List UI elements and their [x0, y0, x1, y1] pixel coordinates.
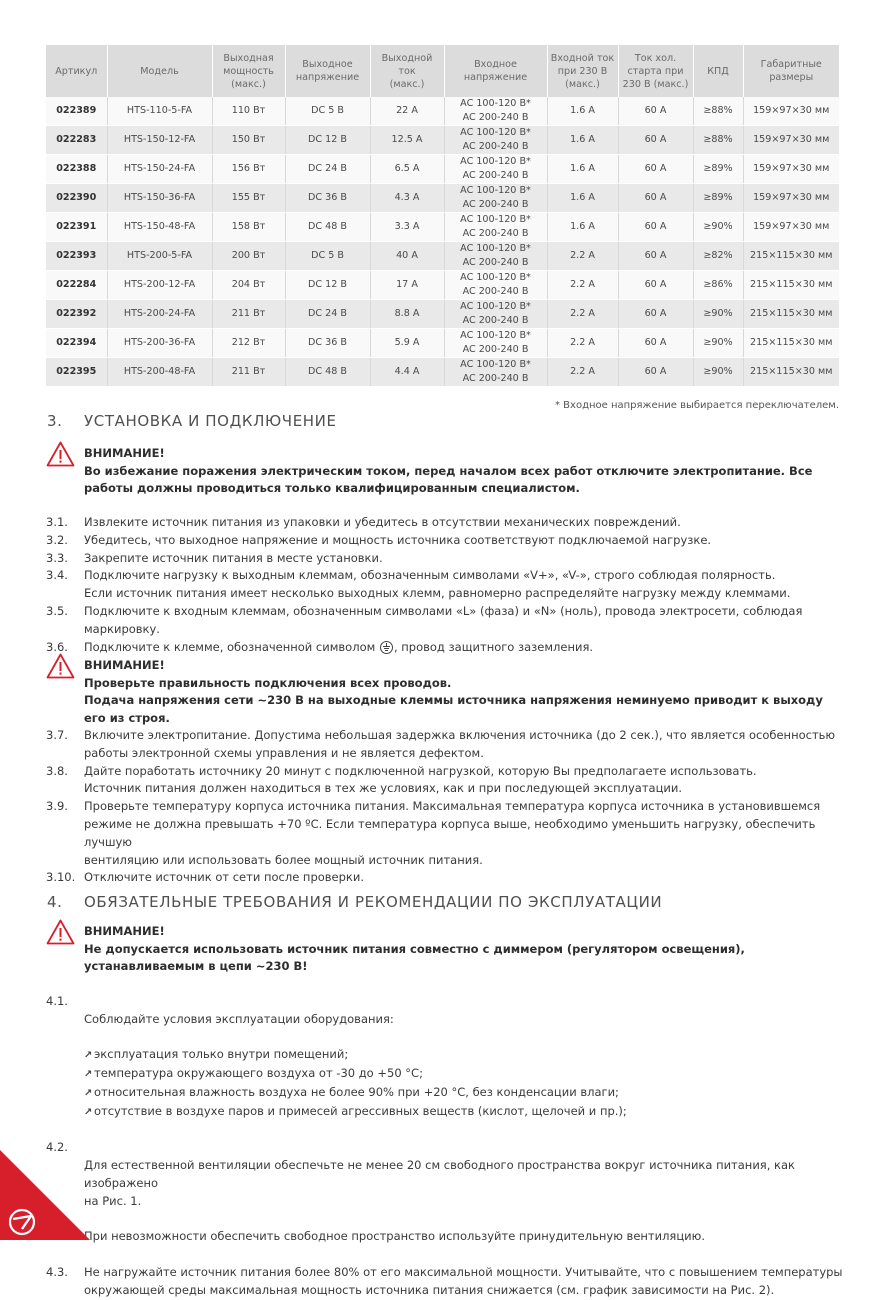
article-cell: 022284 — [46, 271, 107, 300]
table-cell: 211 Вт — [212, 358, 285, 387]
table-cell: ≥86% — [693, 271, 743, 300]
table-cell: AC 100-120 В* AC 200-240 В — [444, 213, 547, 242]
list-item — [46, 798, 846, 869]
warning-line-1: Проверьте правильность подключения всех проводов. — [84, 675, 452, 690]
column-header: Выходной ток (макс.) — [370, 45, 444, 97]
bullet-text: температура окружающего воздуха от -30 до +50 °С; — [94, 1066, 423, 1081]
warning-text: Во избежание поражения электрическим током, перед началом всех работ отключите электропитание. Все работы должны проводиться только квалифицированным специалистом. — [84, 463, 813, 495]
table-cell: HTS-200-36-FA — [107, 329, 212, 358]
table-cell: ≥90% — [693, 358, 743, 387]
list-item — [46, 514, 846, 532]
column-header: Входной ток при 230 В (макс.) — [547, 45, 618, 97]
table-cell: ≥90% — [693, 300, 743, 329]
table-cell: 12.5 А — [370, 126, 444, 155]
table-cell: 3.3 А — [370, 213, 444, 242]
table-cell: AC 100-120 В* AC 200-240 В — [444, 155, 547, 184]
item-text — [84, 1139, 846, 1264]
table-cell: ≥90% — [693, 329, 743, 358]
table-cell: 110 Вт — [212, 97, 285, 126]
item-number: 3.10. — [46, 870, 76, 885]
article-cell: 022388 — [46, 155, 107, 184]
table-row — [46, 184, 839, 213]
table-cell: 60 А — [618, 155, 693, 184]
table-cell: 4.4 А — [370, 358, 444, 387]
item-text: Не нагружайте источник питания более 80% от его максимальной мощности. Учитывайте, что с повышением температуры окружающей среды максимальная мощность источника питания снижается (см. график зависимости на Рис. 2). — [84, 1264, 843, 1297]
table-footnote: * Входное напряжение выбирается переключателем. — [555, 400, 839, 411]
section-3-title — [47, 412, 337, 430]
conditions-bullets — [84, 1046, 846, 1121]
table-cell: 212 Вт — [212, 329, 285, 358]
column-header: Ток хол. старта при 230 В (макс.) — [618, 45, 693, 97]
list-item — [46, 1139, 846, 1264]
warning-heading: ВНИМАНИЕ! — [84, 446, 165, 460]
item-paragraph: При невозможности обеспечить свободное пространство используйте принудительную вентиляцию. — [84, 1229, 705, 1244]
warning-heading: ВНИМАНИЕ! — [84, 924, 165, 938]
arrow-bullet-icon: ↗ — [84, 1087, 93, 1099]
item-text: Включите электропитание. Допустима небольшая задержка включения источника (до 2 сек.), что является особенностью работы электронной схемы управления и не является дефектом. — [84, 728, 836, 760]
table-cell: 159×97×30 мм — [743, 213, 839, 242]
spec-table-body — [46, 97, 839, 387]
bullet-item — [84, 1065, 846, 1084]
requirements-list — [46, 993, 846, 1300]
warning-block-1 — [46, 445, 846, 498]
item-text: Проверьте температуру корпуса источника питания. Максимальная температура корпуса источника в установившемся режиме не должна превышать +70 ºС. Если температура корпуса выше, необходимо уменьшить нагрузку, обеспечить лучшую вентиляцию или использовать более мощный источник питания. — [84, 799, 821, 867]
column-header: КПД — [693, 45, 743, 97]
article-cell: 022283 — [46, 126, 107, 155]
item-number: 3.1. — [46, 515, 68, 529]
article-cell: 022390 — [46, 184, 107, 213]
warning-triangle-icon — [46, 919, 75, 945]
section-heading: ОБЯЗАТЕЛЬНЫЕ ТРЕБОВАНИЯ И РЕКОМЕНДАЦИИ ПО ЭКСПЛУАТАЦИИ — [84, 893, 663, 911]
table-row — [46, 97, 839, 126]
item-text — [84, 993, 846, 1139]
table-cell: AC 100-120 В* AC 200-240 В — [444, 358, 547, 387]
arrow-bullet-icon: ↗ — [84, 1106, 93, 1118]
table-cell: AC 100-120 В* AC 200-240 В — [444, 271, 547, 300]
table-cell: HTS-200-5-FA — [107, 242, 212, 271]
item-number: 3.9. — [46, 799, 68, 814]
table-cell: 2.2 А — [547, 358, 618, 387]
table-cell: DC 36 В — [285, 184, 370, 213]
table-cell: 60 А — [618, 97, 693, 126]
warning-block-2 — [46, 657, 846, 727]
item-text — [84, 639, 846, 657]
table-cell: HTS-200-48-FA — [107, 358, 212, 387]
table-cell: DC 24 В — [285, 155, 370, 184]
item-number: 3.2. — [46, 532, 68, 547]
list-item — [46, 727, 846, 763]
table-cell: AC 100-120 В* AC 200-240 В — [444, 126, 547, 155]
table-cell: HTS-150-36-FA — [107, 184, 212, 213]
table-cell: 215×115×30 мм — [743, 329, 839, 358]
table-cell: 60 А — [618, 271, 693, 300]
table-cell: 159×97×30 мм — [743, 155, 839, 184]
article-cell: 022391 — [46, 213, 107, 242]
table-cell: HTS-150-12-FA — [107, 126, 212, 155]
header-row — [46, 45, 839, 97]
table-cell: 200 Вт — [212, 242, 285, 271]
steps-list-a — [46, 514, 846, 656]
table-cell: 159×97×30 мм — [743, 97, 839, 126]
table-cell: 60 А — [618, 126, 693, 155]
ground-symbol-icon — [380, 641, 393, 654]
table-row — [46, 300, 839, 329]
column-header: Входное напряжение — [444, 45, 547, 97]
article-cell: 022389 — [46, 97, 107, 126]
list-item — [46, 1264, 846, 1300]
table-cell: DC 5 В — [285, 242, 370, 271]
table-cell: 156 Вт — [212, 155, 285, 184]
list-item — [46, 567, 846, 603]
table-cell: AC 100-120 В* AC 200-240 В — [444, 184, 547, 213]
table-cell: 215×115×30 мм — [743, 271, 839, 300]
warning-triangle-icon — [46, 653, 75, 679]
table-cell: ≥82% — [693, 242, 743, 271]
list-item — [46, 869, 846, 887]
table-cell: 8.8 А — [370, 300, 444, 329]
spec-table — [46, 45, 839, 387]
steps-list-b — [46, 727, 846, 887]
item-text: Подключите к входным клеммам, обозначенным символами «L» (фаза) и «N» (ноль), провода электросети, соблюдая маркировку. — [84, 603, 803, 636]
table-cell: 22 А — [370, 97, 444, 126]
spec-table-head — [46, 45, 839, 97]
bullet-item — [84, 1103, 846, 1122]
bullet-text: эксплуатация только внутри помещений; — [94, 1047, 349, 1062]
arrow-bullet-icon: ↗ — [84, 1069, 93, 1081]
item-paragraph: Для естественной вентиляции обеспечьте не менее 20 см свободного пространства вокруг источника питания, как изображено на Рис. 1. — [84, 1158, 795, 1208]
table-cell: DC 48 В — [285, 358, 370, 387]
steps-list-b-items — [46, 727, 846, 887]
column-header: Выходное напряжение — [285, 45, 370, 97]
item-text: Убедитесь, что выходное напряжение и мощность источника соответствуют подключаемой нагрузке. — [84, 532, 712, 547]
table-cell: 60 А — [618, 213, 693, 242]
section-4-title — [47, 893, 662, 911]
table-row — [46, 358, 839, 387]
table-cell: 1.6 А — [547, 126, 618, 155]
table-cell: HTS-200-24-FA — [107, 300, 212, 329]
list-item — [46, 550, 846, 568]
table-cell: DC 5 В — [285, 97, 370, 126]
table-cell: 158 Вт — [212, 213, 285, 242]
bullet-text: отсутствие в воздухе паров и примесей агрессивных веществ (кислот, щелочей и пр.); — [94, 1103, 627, 1118]
table-cell: HTS-110-5-FA — [107, 97, 212, 126]
table-cell: 150 Вт — [212, 126, 285, 155]
list-item — [46, 532, 846, 550]
table-cell: 211 Вт — [212, 300, 285, 329]
warning-text: Не допускается использовать источник питания совместно с диммером (регулятором освещения), устанавливаемым в цепи ~230 В! — [84, 941, 745, 973]
table-cell: DC 36 В — [285, 329, 370, 358]
table-row — [46, 155, 839, 184]
item-number: 4.2. — [46, 1140, 68, 1155]
article-cell: 022392 — [46, 300, 107, 329]
item-number: 4.3. — [46, 1264, 68, 1279]
table-row — [46, 271, 839, 300]
article-cell: 022393 — [46, 242, 107, 271]
list-item — [46, 993, 846, 1139]
table-cell: DC 24 В — [285, 300, 370, 329]
item-text: Подключите нагрузку к выходным клеммам, обозначенным символами «V+», «V-», строго соблюдая полярность. Если источник питания имеет несколько выходных клемм, равномерно распределяйте нагрузку между клеммами. — [84, 568, 791, 601]
table-cell: 2.2 А — [547, 242, 618, 271]
section-number: 3. — [47, 412, 63, 430]
table-row — [46, 213, 839, 242]
bullet-item — [84, 1046, 846, 1065]
item-text-part: , провод защитного заземления. — [393, 639, 594, 654]
table-cell: 60 А — [618, 358, 693, 387]
warning-line-2: Подача напряжения сети ~230 В на выходные клеммы источника напряжения неминуемо приводит к выходу его из строя. — [84, 693, 823, 725]
item-text: Дайте поработать источнику 20 минут с подключенной нагрузкой, которую Вы предполагаете использовать. Источник питания должен находиться в тех же условиях, как и при последующей эксплуатации. — [84, 763, 757, 796]
article-cell: 022395 — [46, 358, 107, 387]
table-cell: 155 Вт — [212, 184, 285, 213]
table-cell: 2.2 А — [547, 300, 618, 329]
item-text: Отключите источник от сети после проверки. — [84, 870, 365, 885]
warning-triangle-icon — [46, 441, 75, 467]
item-intro: Соблюдайте условия эксплуатации оборудования: — [84, 1011, 394, 1026]
table-cell: 6.5 А — [370, 155, 444, 184]
table-cell: 2.2 А — [547, 329, 618, 358]
table-cell: 60 А — [618, 329, 693, 358]
item-text-part: Подключите к клемме, обозначенной символом — [84, 639, 379, 654]
table-cell: AC 100-120 В* AC 200-240 В — [444, 97, 547, 126]
table-cell: HTS-150-48-FA — [107, 213, 212, 242]
table-cell: DC 48 В — [285, 213, 370, 242]
item-number: 3.5. — [46, 603, 68, 618]
table-cell: 159×97×30 мм — [743, 184, 839, 213]
table-cell: AC 100-120 В* AC 200-240 В — [444, 329, 547, 358]
table-cell: 1.6 А — [547, 97, 618, 126]
item-number: 4.1. — [46, 994, 68, 1008]
column-header: Артикул — [46, 45, 107, 97]
column-header: Габаритные размеры — [743, 45, 839, 97]
table-cell: ≥89% — [693, 155, 743, 184]
table-cell: 60 А — [618, 242, 693, 271]
article-cell: 022394 — [46, 329, 107, 358]
bullet-text: относительная влажность воздуха не более 90% при +20 °С, без конденсации влаги; — [94, 1084, 619, 1099]
list-item — [46, 763, 846, 799]
table-cell: ≥88% — [693, 97, 743, 126]
warning-heading: ВНИМАНИЕ! — [84, 658, 165, 672]
table-cell: 1.6 А — [547, 155, 618, 184]
table-cell: AC 100-120 В* AC 200-240 В — [444, 300, 547, 329]
item-number: 3.4. — [46, 568, 68, 583]
table-cell: 4.3 А — [370, 184, 444, 213]
item-number: 3.7. — [46, 728, 68, 742]
table-cell: 159×97×30 мм — [743, 126, 839, 155]
table-cell: 60 А — [618, 184, 693, 213]
table-cell: 1.6 А — [547, 184, 618, 213]
table-cell: HTS-200-12-FA — [107, 271, 212, 300]
table-cell: 60 А — [618, 300, 693, 329]
table-cell: 215×115×30 мм — [743, 242, 839, 271]
table-row — [46, 329, 839, 358]
list-item — [46, 603, 846, 639]
table-cell: ≥88% — [693, 126, 743, 155]
steps-list-a-items — [46, 514, 846, 639]
item-text: Извлеките источник питания из упаковки и убедитесь в отсутствии механических повреждений. — [84, 515, 681, 529]
table-cell: 5.9 А — [370, 329, 444, 358]
column-header: Выходная мощность (макс.) — [212, 45, 285, 97]
item-text: Закрепите источник питания в месте установки. — [84, 550, 383, 565]
brand-logo-icon — [0, 1130, 90, 1240]
item-number: 3.8. — [46, 763, 68, 778]
table-cell: ≥89% — [693, 184, 743, 213]
table-row — [46, 242, 839, 271]
table-cell: ≥90% — [693, 213, 743, 242]
section-number: 4. — [47, 893, 63, 911]
table-cell: DC 12 В — [285, 271, 370, 300]
table-cell: 204 Вт — [212, 271, 285, 300]
item-number: 3.3. — [46, 550, 68, 565]
table-cell: 215×115×30 мм — [743, 300, 839, 329]
warning-block-3 — [46, 923, 846, 976]
table-cell: 2.2 А — [547, 271, 618, 300]
list-item — [46, 639, 846, 657]
table-cell: 40 А — [370, 242, 444, 271]
table-cell: DC 12 В — [285, 126, 370, 155]
table-cell: AC 100-120 В* AC 200-240 В — [444, 242, 547, 271]
table-cell: 1.6 А — [547, 213, 618, 242]
table-cell: HTS-150-24-FA — [107, 155, 212, 184]
table-row — [46, 126, 839, 155]
section-heading: УСТАНОВКА И ПОДКЛЮЧЕНИЕ — [84, 412, 337, 430]
bullet-item — [84, 1084, 846, 1103]
table-cell: 215×115×30 мм — [743, 358, 839, 387]
arrow-bullet-icon: ↗ — [84, 1050, 93, 1062]
table-cell: 17 А — [370, 271, 444, 300]
item-number: 3.6. — [46, 639, 68, 654]
column-header: Модель — [107, 45, 212, 97]
